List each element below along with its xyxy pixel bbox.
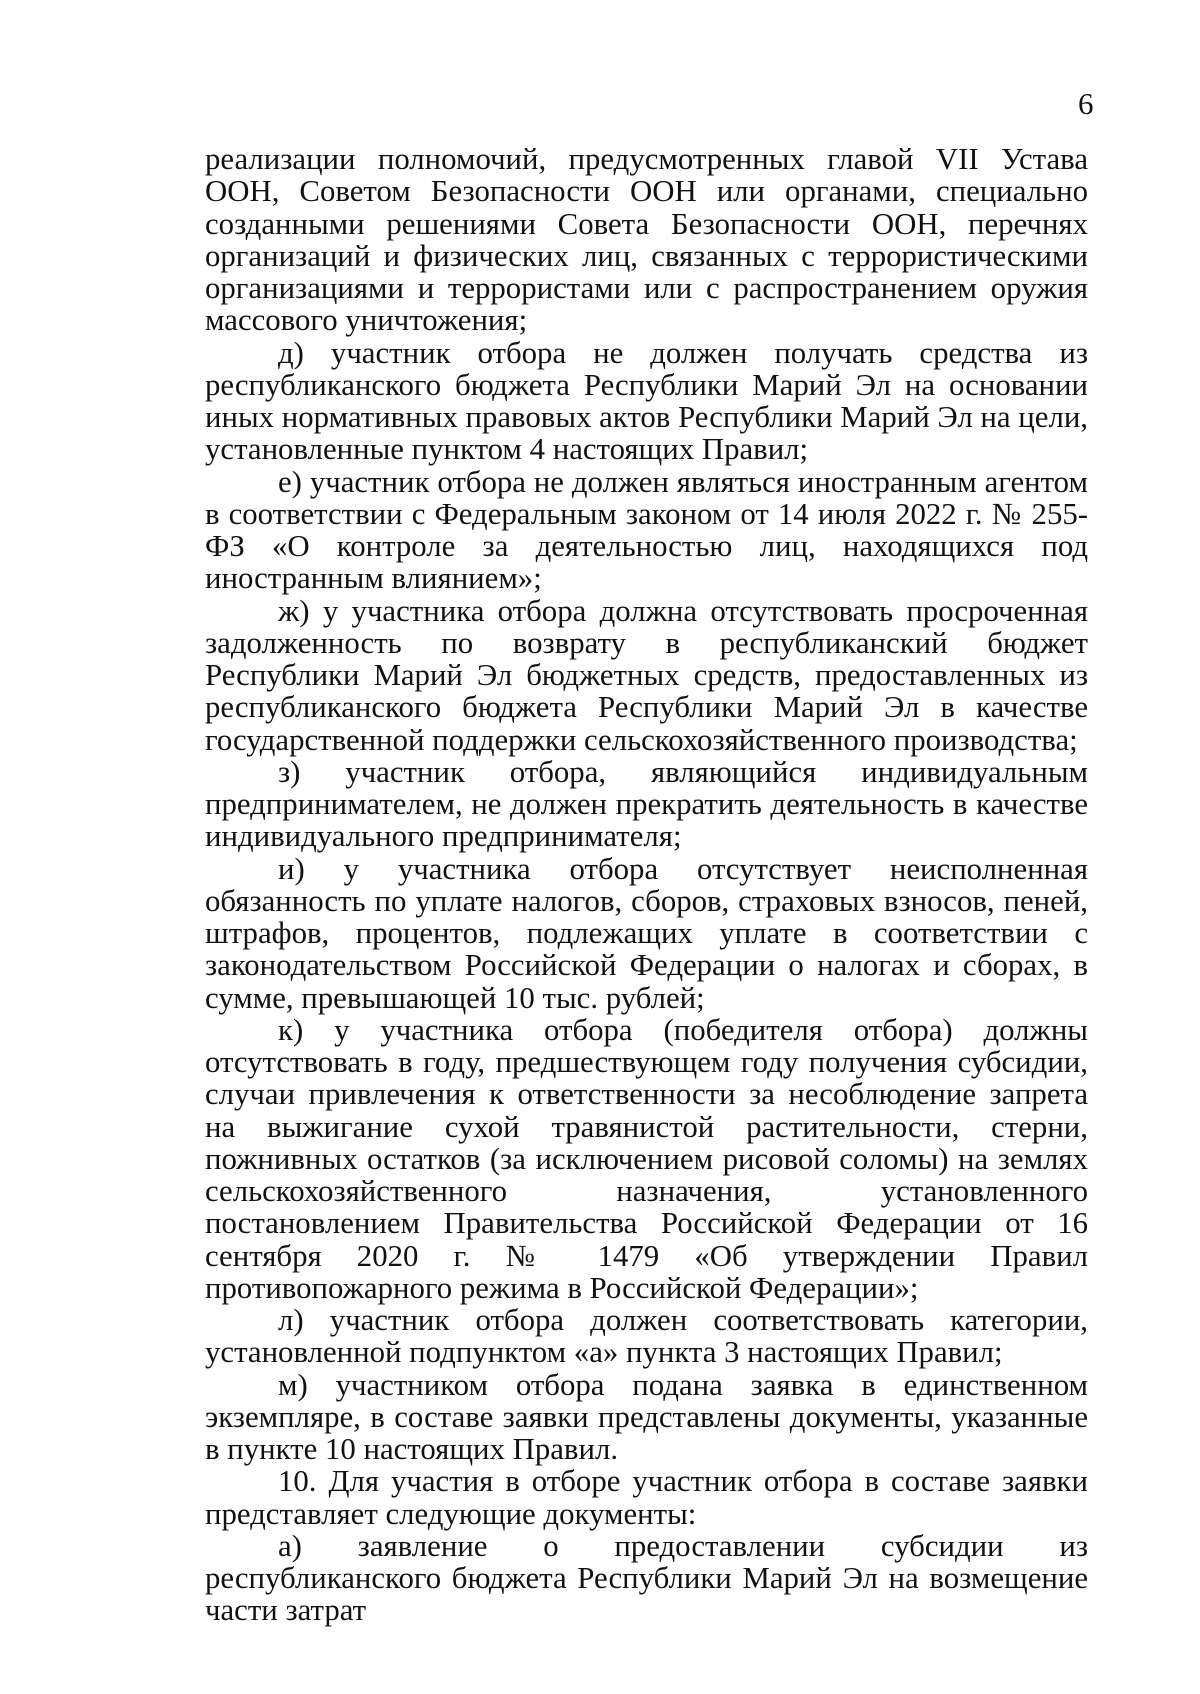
page-number: 6 [1078,86,1094,121]
paragraph-item-z: з) участник отбора, являющийся индивидуальным предпринимателем, не должен прекратить деятельность в качестве индивидуального предпринимателя; [205,754,1088,854]
paragraph-item-d: д) участник отбора не должен получать средства из республиканского бюджета Республики Марий Эл на основании иных нормативных правовых актов Республики Марий Эл на цели, установленные пунктом 4 настоящих Правил; [205,335,1088,467]
paragraph-item-i: и) у участника отбора отсутствует неисполненная обязанность по уплате налогов, сборов, страховых взносов, пеней, штрафов, процентов, подлежащих уплате в соответствии с законодательством Российской Федерации о налогах и сборах, в сумме, превышающей 10 тыс. рублей; [205,851,1088,1015]
paragraph-item-zh: ж) у участника отбора должна отсутствовать просроченная задолженность по возврату в республиканский бюджет Республики Марий Эл бюджетных средств, предоставленных из республиканского бюджета Республики Марий Эл в качестве государственной поддержки сельскохозяйственного производства; [205,593,1088,757]
paragraph-continuation: реализации полномочий, предусмотренных главой VII Устава ООН, Советом Безопасности ООН или органами, специально созданными решениями Совета Безопасности ООН, перечнях организаций и физических лиц, связанных с террористическими организациями и террористами или с распространением оружия массового уничтожения; [205,142,1088,338]
paragraph-item-e: е) участник отбора не должен являться иностранным агентом в соответствии с Федеральным законом от 14 июля 2022 г. № 255-ФЗ «О контроле за деятельностью лиц, находящихся под иностранным влиянием»; [205,464,1088,596]
paragraph-section-10: 10. Для участия в отборе участник отбора в составе заявки представляет следующие документы: [205,1464,1088,1531]
paragraph-item-a: а) заявление о предоставлении субсидии из республиканского бюджета Республики Марий Эл на возмещение части затрат [205,1528,1088,1628]
document-body [205,143,1088,1627]
paragraph-item-k: к) у участника отбора (победителя отбора) должны отсутствовать в году, предшествующем году получения субсидии, случаи привлечения к ответственности за несоблюдение запрета на выжигание сухой травянистой растительности, стерни, пожнивных остатков (за исключением рисовой соломы) на землях сельскохозяйственного назначения, установленного постановлением Правительства Российской Федерации от 16 сентября 2020 г. № 1479 «Об утверждении Правил противопожарного режима в Российской Федерации»; [205,1012,1088,1305]
paragraph-item-m: м) участником отбора подана заявка в единственном экземпляре, в составе заявки представлены документы, указанные в пункте 10 настоящих Правил. [205,1367,1088,1466]
paragraph-item-l: л) участник отбора должен соответствовать категории, установленной подпунктом «а» пункта 3 настоящих Правил; [205,1303,1088,1370]
